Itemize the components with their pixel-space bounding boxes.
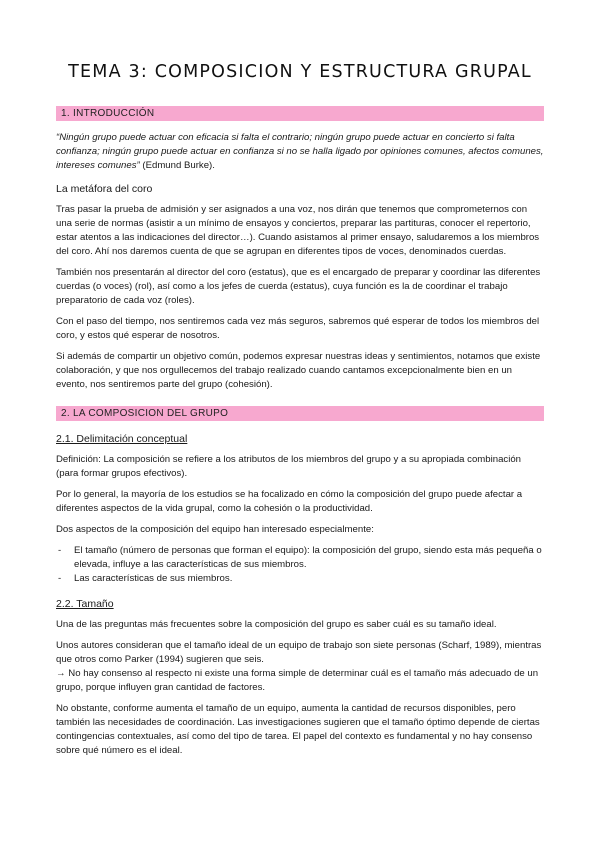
aspects-list: [56, 544, 544, 586]
paragraph: No obstante, conforme aumenta el tamaño de un equipo, aumenta la cantidad de recursos disponibles, pero también las necesidades de coordinación. Las investigaciones sugieren que el tamaño óptimo depende de ciertas contingencias contextuales, así como del tipo de tarea. El papel del contexto es fundamental y no hay consenso sobre qué número es el ideal.: [56, 703, 540, 756]
paragraph: También nos presentarán al director del coro (estatus), que es el encargado de preparar y coordinar las diferentes cuerdas (o voces) (rol), así como a los jefes de cuerda (estatus), cuya función es la de coordinar el trabajo preparatorio de cada voz (roles).: [56, 267, 541, 306]
section-heading-composicion: 2. LA COMPOSICION DEL GRUPO: [56, 406, 544, 421]
subheading-tamano: 2.2. Tamaño: [56, 598, 114, 610]
paragraph-line: Unos autores consideran que el tamaño ideal de un equipo de trabajo son siete personas (Scharf, 1989), mientras que otros como Parker (1994) sugieren que seis.: [56, 640, 542, 665]
paragraph: Con el paso del tiempo, nos sentiremos cada vez más seguros, sabremos qué esperar de todos los miembros del coro, y estos qué esperar de nosotros.: [56, 316, 540, 341]
subheading-delimitacion: 2.1. Delimitación conceptual: [56, 433, 188, 445]
subheading-metafora: La metáfora del coro: [56, 183, 153, 195]
paragraph: Definición: La composición se refiere a los atributos de los miembros del grupo y a su apropiada combinación (para formar grupos efectivos).: [56, 454, 522, 479]
paragraph: Si además de compartir un objetivo común, podemos expresar nuestras ideas y sentimientos, notamos que existe colaboración, y que nos orgullecemos del trabajo realizado cuando cantamos excepcionalmente bien en un evento, nos sentiremos parte del grupo (cohesión).: [56, 351, 541, 390]
section-heading-introduccion: 1. INTRODUCCIÓN: [56, 106, 544, 121]
paragraph: [56, 639, 544, 695]
quote-author: (Edmund Burke).: [139, 160, 215, 171]
paragraph-line: → No hay consenso al respecto ni existe una forma simple de determinar cuál es el tamaño más adecuado de un grupo, porque influyen gran cantidad de factores.: [56, 668, 539, 693]
paragraph: Tras pasar la prueba de admisión y ser asignados a una voz, nos dirán que tenemos que comprometernos con una serie de normas (asistir a un mínimo de ensayos y conciertos, preparar las partituras, conocer el repertorio, estar atentos a las indicaciones del director…). Cuando asistamos al primer ensayo, saludaremos a los miembros del coro. Ahí nos daremos cuenta de que se agrupan en diferentes tipos de voces, denominados cuerdas.: [56, 204, 540, 257]
quote-text: “Ningún grupo puede actuar con eficacia si falta el contrario; ningún grupo puede actuar en concierto si falta confianza; ningún grupo puede actuar en confianza si no se halla ligado por opiniones comunes, afectos comunes, intereses comunes”: [56, 132, 544, 171]
paragraph: Una de las preguntas más frecuentes sobre la composición del grupo es saber cuál es su tamaño ideal.: [56, 619, 497, 630]
list-item: - Las características de sus miembros.: [56, 572, 544, 586]
paragraph: Dos aspectos de la composición del equipo han interesado especialmente:: [56, 524, 374, 535]
document-title: TEMA 3: COMPOSICION Y ESTRUCTURA GRUPAL: [68, 62, 532, 82]
opening-quote: [56, 131, 544, 173]
list-item: - El tamaño (número de personas que forman el equipo): la composición del grupo, siendo esta más pequeña o elevada, influye a las características de sus miembros.: [56, 544, 544, 572]
paragraph: Por lo general, la mayoría de los estudios se ha focalizado en cómo la composición del grupo puede afectar a diferentes aspectos de la vida grupal, como la cohesión o la productividad.: [56, 489, 523, 514]
